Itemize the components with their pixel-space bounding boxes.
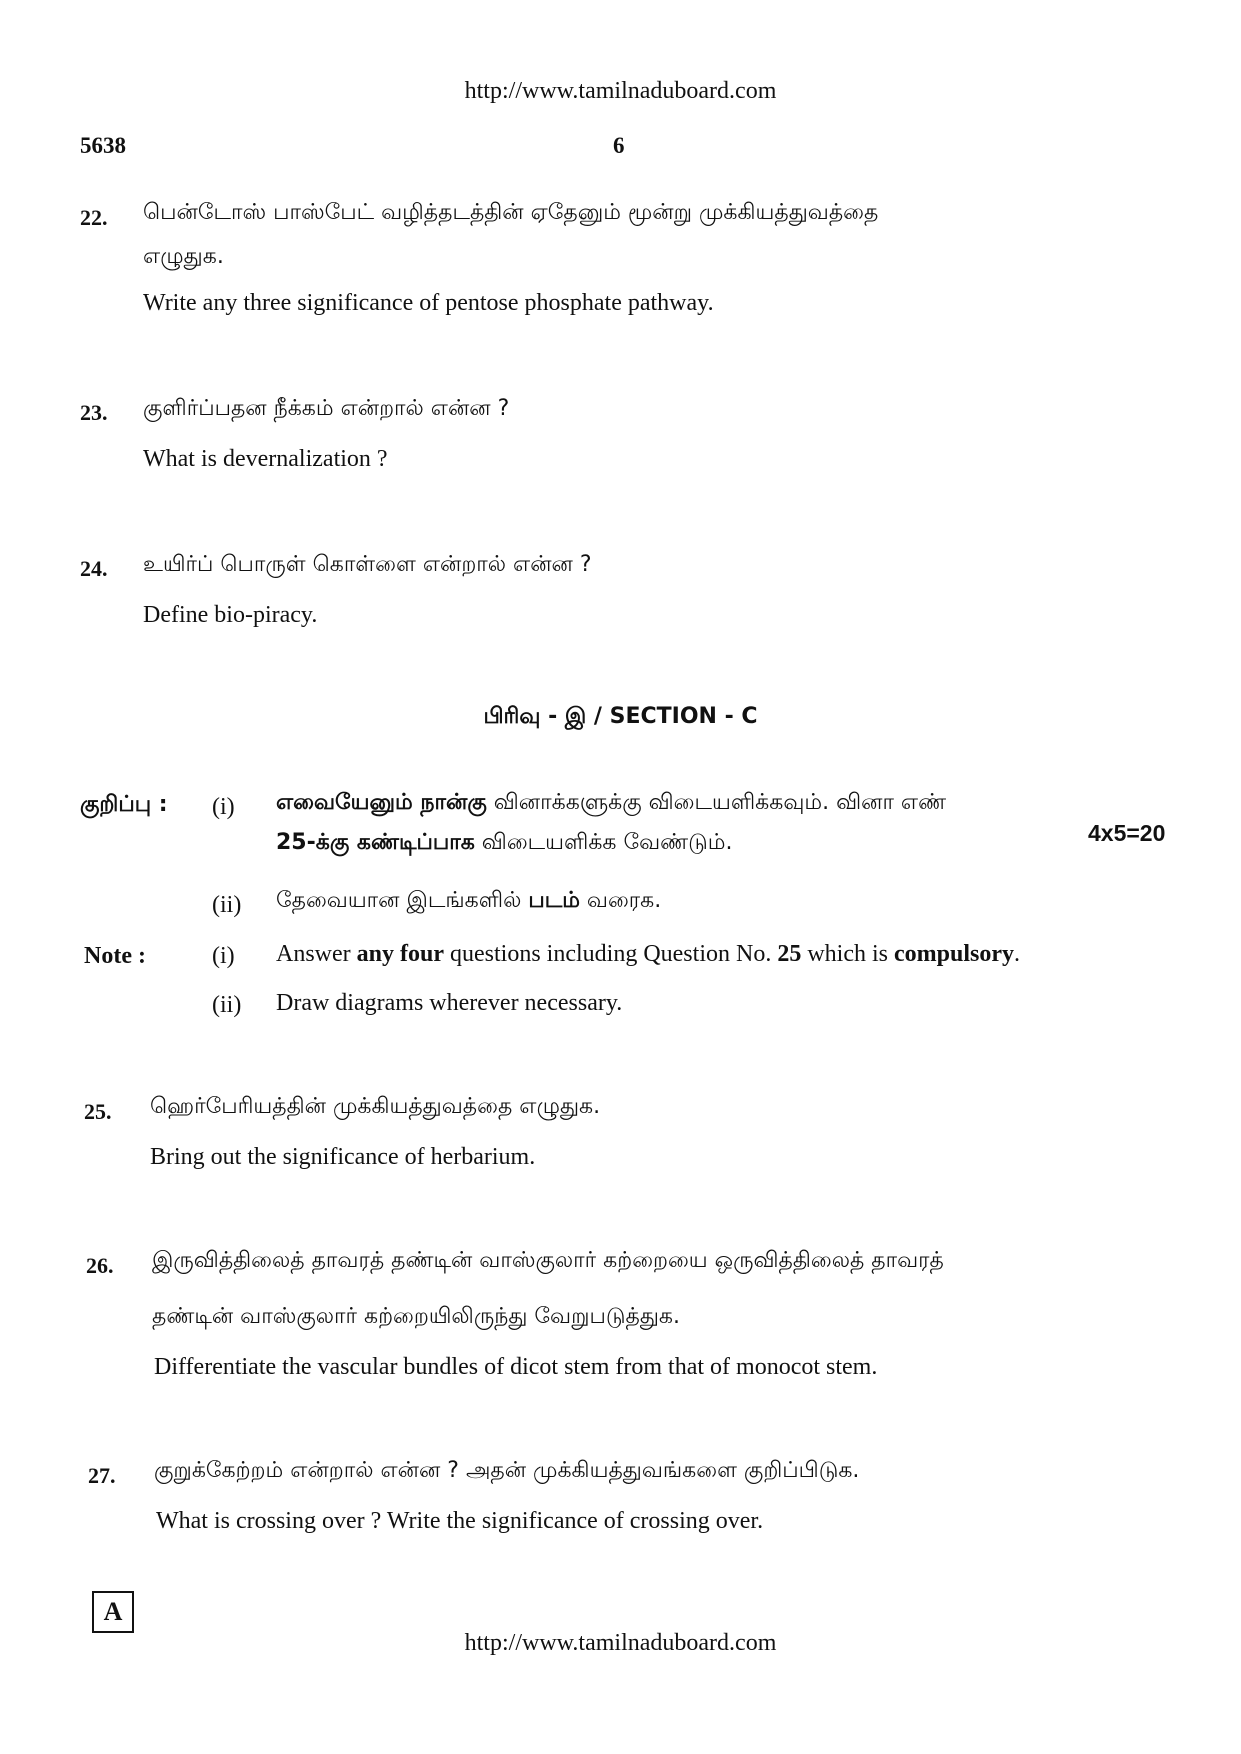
section-title: பிரிவு - இ / SECTION - C	[483, 704, 758, 729]
question-number: 24.	[80, 556, 108, 581]
header-url: http://www.tamilnaduboard.com	[464, 78, 777, 104]
note-english-ii-label: (ii)	[212, 992, 242, 1018]
note-text: விடையளிக்க வேண்டும்.	[474, 830, 733, 855]
marks-label: 4x5=20	[1088, 820, 1166, 846]
note-emphasis: 25	[777, 941, 802, 967]
footer-url: http://www.tamilnaduboard.com	[464, 1630, 777, 1656]
note-tamil-label: குறிப்பு :	[80, 792, 168, 817]
question-english: What is crossing over ? Write the significance of crossing over.	[156, 1508, 764, 1534]
note-tamil-i-line2	[276, 830, 732, 858]
question-tamil: குளிர்ப்பதன நீக்கம் என்றால் என்ன ?	[143, 396, 510, 421]
question-english: Write any three significance of pentose phosphate pathway.	[143, 290, 714, 316]
note-english-i	[276, 941, 1020, 968]
question-english: What is devernalization ?	[143, 446, 388, 472]
question-english: Bring out the significance of herbarium.	[150, 1144, 536, 1170]
page-number: 6	[613, 133, 625, 158]
question-tamil: எழுதுக.	[143, 244, 224, 269]
note-emphasis: எவையேனும் நான்கு	[276, 790, 487, 815]
note-tamil-i-line1	[276, 790, 946, 818]
note-emphasis: any four	[356, 941, 444, 967]
note-emphasis: compulsory	[894, 941, 1014, 967]
question-tamil: குறுக்கேற்றம் என்றால் என்ன ? அதன் முக்கியத்துவங்களை குறிப்பிடுக.	[154, 1458, 860, 1483]
paper-code: 5638	[80, 133, 126, 158]
note-text: .	[1014, 941, 1020, 967]
question-number: 22.	[80, 205, 108, 230]
question-number: 26.	[86, 1253, 114, 1278]
question-tamil: தண்டின் வாஸ்குலார் கற்றையிலிருந்து வேறுபடுத்துக.	[152, 1304, 680, 1329]
question-number: 27.	[88, 1463, 116, 1488]
booklet-code-box: A	[92, 1591, 134, 1633]
note-text: வரைக.	[579, 888, 662, 913]
note-text: Answer	[276, 941, 357, 967]
question-tamil: பென்டோஸ் பாஸ்பேட் வழித்தடத்தின் ஏதேனும் மூன்று முக்கியத்துவத்தை	[143, 200, 879, 225]
note-emphasis: 25-க்கு கண்டிப்பாக	[276, 830, 475, 855]
note-text: தேவையான இடங்களில்	[276, 888, 529, 913]
note-emphasis: படம்	[528, 888, 580, 913]
note-tamil-ii	[276, 888, 661, 916]
note-text: questions including Question No.	[444, 941, 778, 967]
question-english: Define bio-piracy.	[143, 602, 318, 628]
note-tamil-i-label: (i)	[212, 794, 235, 820]
note-tamil-ii-label: (ii)	[212, 892, 242, 918]
question-number: 25.	[84, 1099, 112, 1124]
question-number: 23.	[80, 400, 108, 425]
question-tamil: ஹெர்பேரியத்தின் முக்கியத்துவத்தை எழுதுக.	[150, 1094, 601, 1119]
note-text: வினாக்களுக்கு விடையளிக்கவும். வினா எண்	[486, 790, 947, 815]
note-text: which is	[801, 941, 894, 967]
note-english-ii: Draw diagrams wherever necessary.	[276, 990, 623, 1016]
question-tamil: உயிர்ப் பொருள் கொள்ளை என்றால் என்ன ?	[143, 552, 592, 577]
question-tamil: இருவித்திலைத் தாவரத் தண்டின் வாஸ்குலார் கற்றையை ஒருவித்திலைத் தாவரத்	[152, 1248, 944, 1273]
note-english-label: Note :	[84, 943, 146, 969]
question-english: Differentiate the vascular bundles of dicot stem from that of monocot stem.	[154, 1354, 878, 1380]
note-english-i-label: (i)	[212, 943, 235, 969]
